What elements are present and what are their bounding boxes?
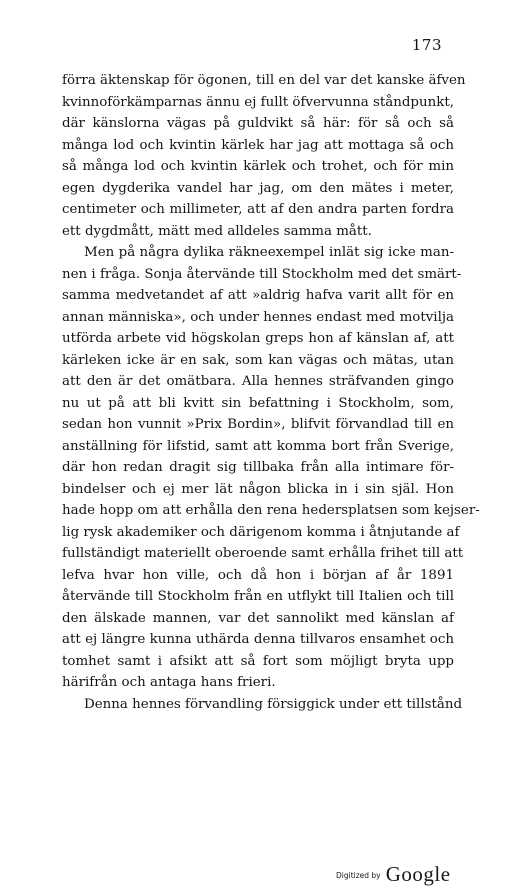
text-line: sedan hon vunnit »Prix Bordin», blifvit förvandlad till en	[62, 417, 454, 432]
text-line: att ej längre kunna uthärda denna tillvaros ensamhet och	[62, 632, 454, 647]
text-line: nu ut på att bli kvitt sin befattning i Stockholm, som,	[62, 395, 454, 411]
text-line: härifrån och antaga hans frieri.	[62, 675, 276, 690]
text-line: Men på några dylika räkneexempel inlät sig icke man-	[84, 245, 454, 260]
text-line: anställning för lifstid, samt att komma bort från Sverige,	[62, 438, 454, 454]
text-line: nen i fråga. Sonja återvände till Stockholm med det smärt-	[62, 266, 462, 282]
text-line: annan människa», och under hennes endast med motvilja	[62, 309, 454, 325]
body-text	[62, 70, 480, 715]
text-line: utförda arbete vid högskolan greps hon af känslan af, att	[62, 331, 454, 346]
text-line: förra äktenskap för ögonen, till en del var det kanske äfven	[62, 73, 466, 88]
text-line: där hon redan dragit sig tillbaka från alla intimare för-	[62, 460, 454, 475]
google-logo: Google	[385, 862, 451, 886]
text-line: att den är det omätbara. Alla hennes sträfvanden gingo	[62, 374, 454, 389]
text-line: många lod och kvintin kärlek har jag att mottaga så och	[62, 137, 454, 153]
text-line: kvinnoförkämparnas ännu ej fullt öfvervunna ståndpunkt,	[62, 94, 454, 110]
page-number: 173	[411, 36, 442, 54]
text-line: den älskade mannen, var det sannolikt med känslan af	[62, 610, 454, 626]
text-line: där känslorna vägas på guldvikt så här: för så och så	[62, 116, 454, 131]
text-line: fullständigt materiellt oberoende samt erhålla frihet till att	[62, 546, 464, 561]
text-line: så många lod och kvintin kärlek och trohet, och för min	[62, 159, 454, 174]
text-line: Denna hennes förvandling försiggick under ett tillstånd	[84, 696, 463, 712]
text-line: lig rysk akademiker och därigenom komma i åtnjutande af	[62, 524, 460, 540]
digitized-by-google-watermark	[336, 862, 451, 887]
text-line: samma medvetandet af att »aldrig hafva varit allt för en	[62, 288, 454, 303]
text-line: kärleken icke är en sak, som kan vägas och mätas, utan	[62, 352, 454, 368]
text-line: egen dygderika vandel har jag, om den mätes i meter,	[62, 180, 454, 196]
text-line: tomhet samt i afsikt att så fort som möjligt bryta upp	[62, 653, 454, 669]
digitized-by-label: Digitized by	[336, 871, 381, 880]
text-line: centimeter och millimeter, att af den andra parten fordra	[62, 202, 454, 217]
text-line: lefva hvar hon ville, och då hon i början af år 1891	[62, 567, 454, 583]
text-line: återvände till Stockholm från en utflykt till Italien och till	[62, 589, 454, 604]
text-line: bindelser och ej mer lät någon blicka in i sin själ. Hon	[62, 481, 454, 497]
text-line: hade hopp om att erhålla den rena hedersplatsen som kejser-	[62, 503, 480, 518]
text-line: ett dygdmått, mätt med alldeles samma mått.	[62, 223, 372, 239]
